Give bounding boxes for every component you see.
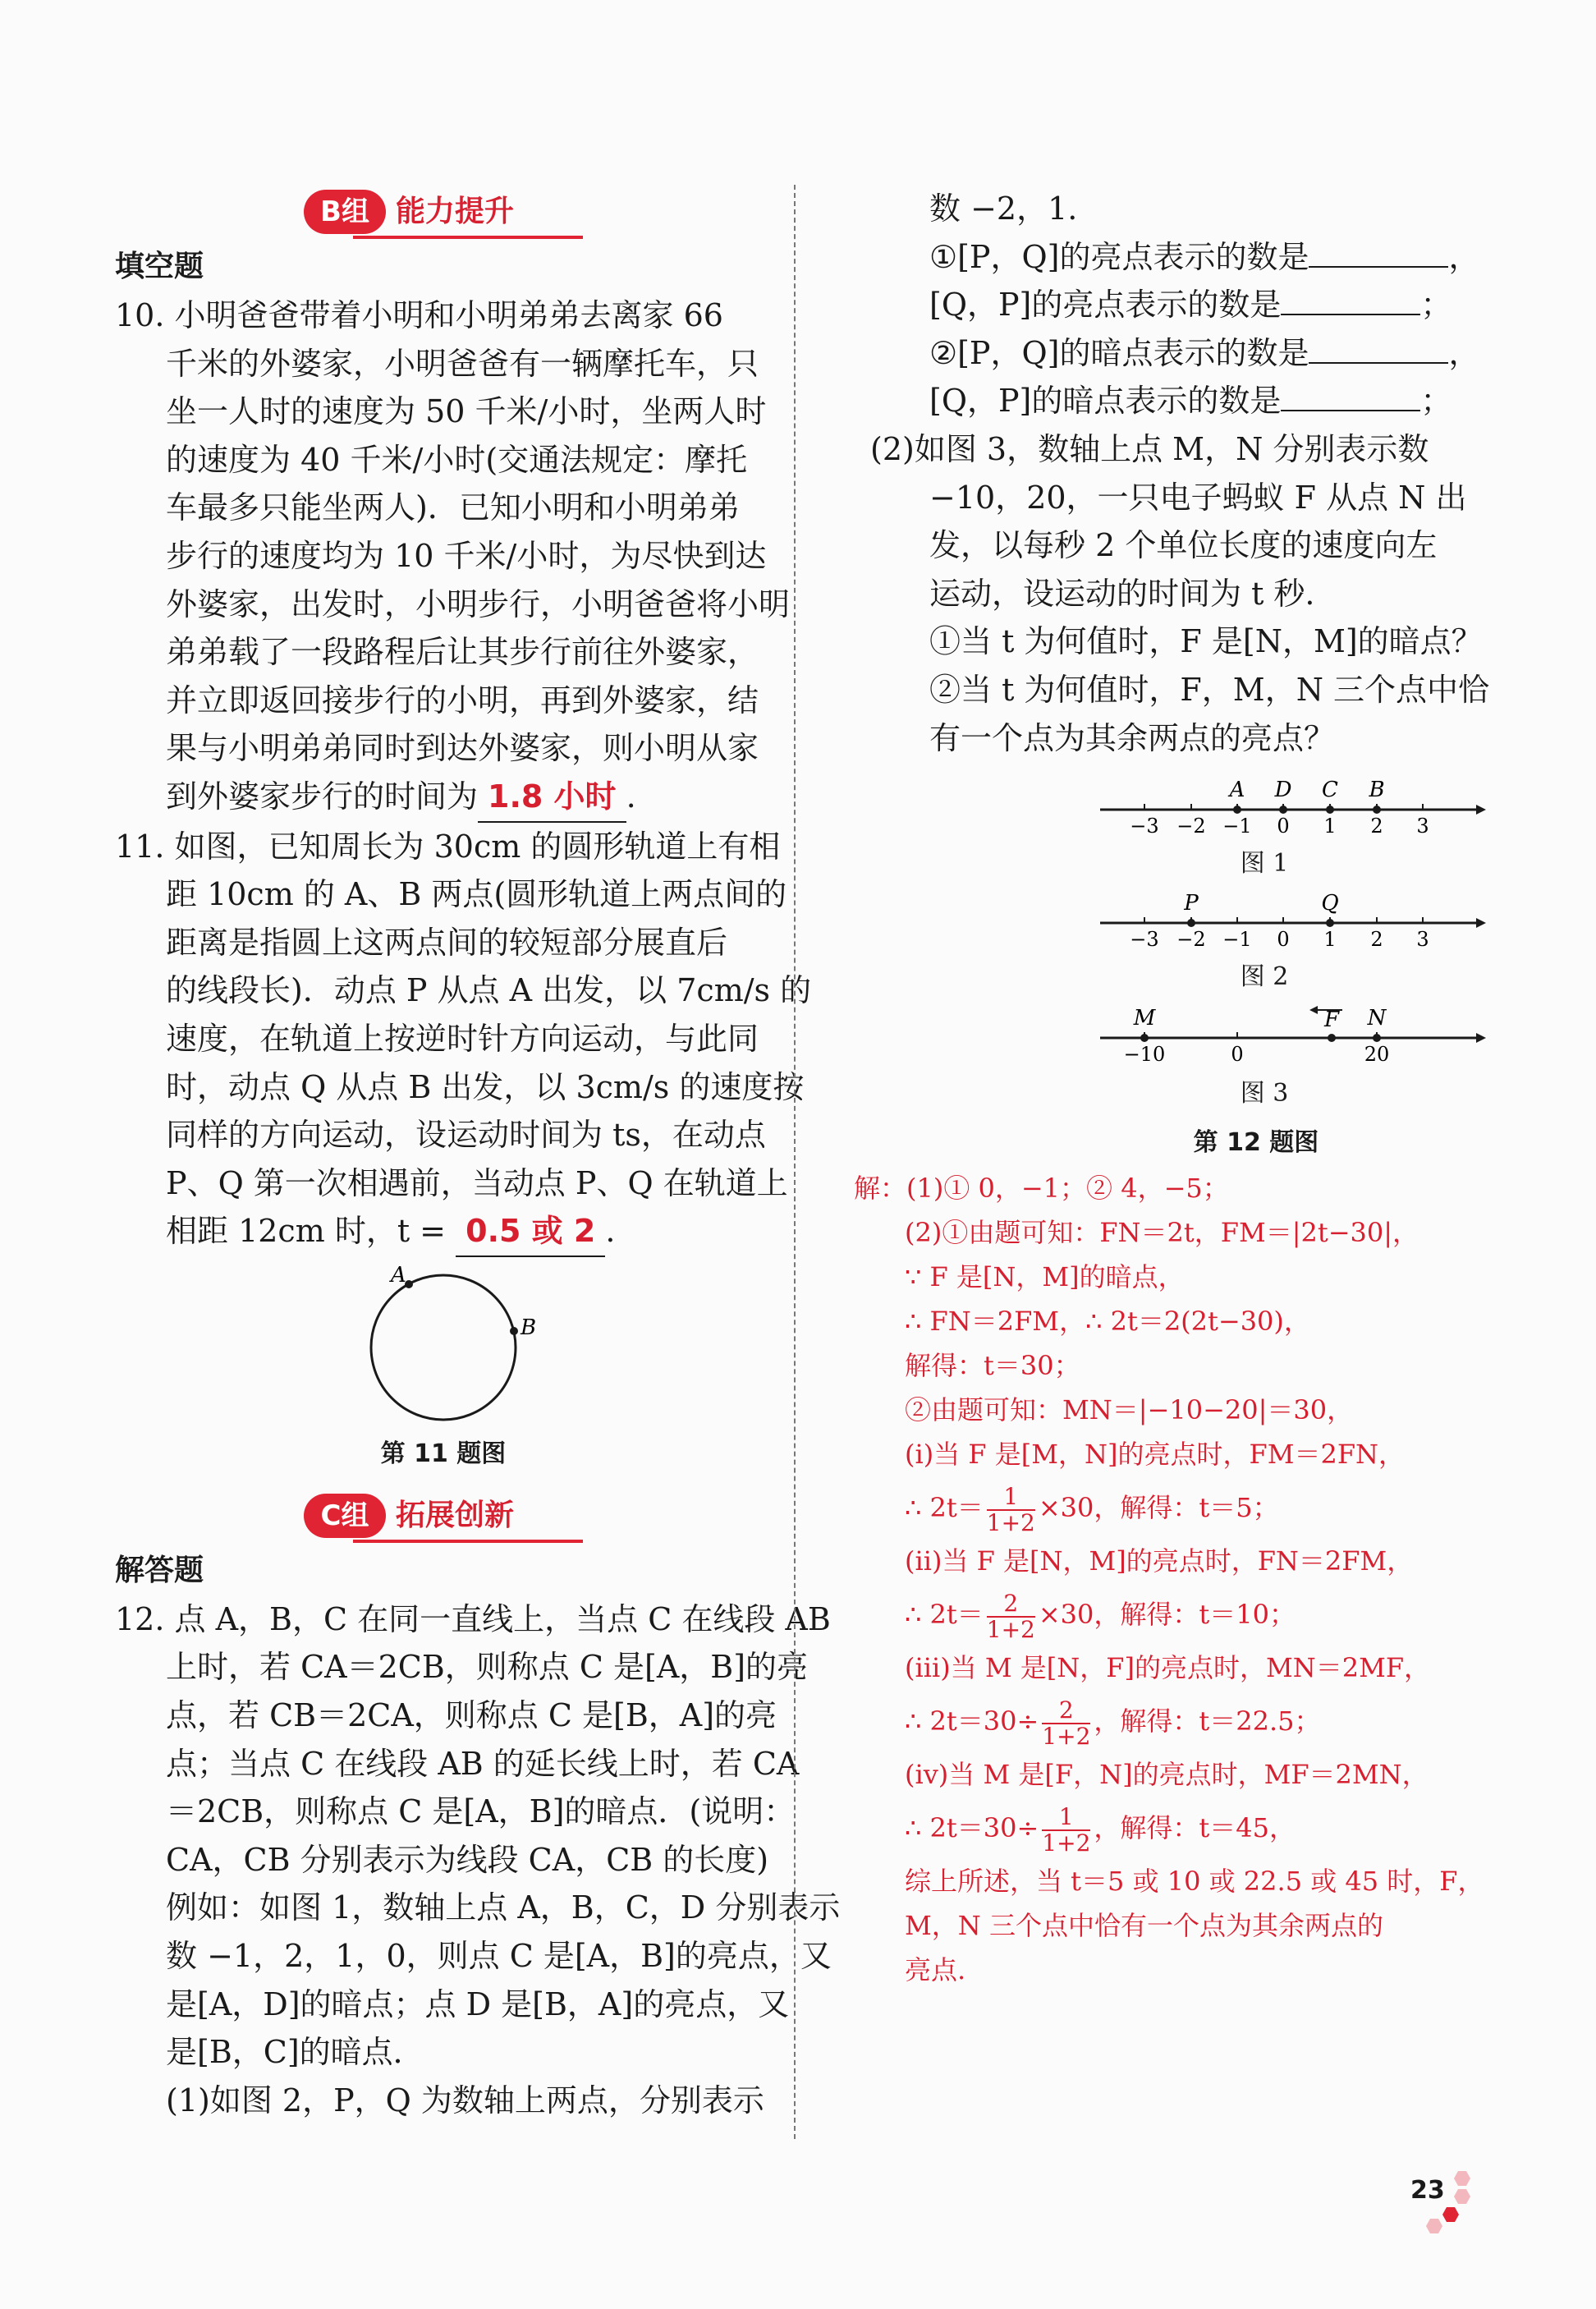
- fraction: [987, 1591, 1035, 1642]
- fig3-caption: 图 3: [1240, 1079, 1289, 1109]
- q11-answer-prefix: 相距 12cm 时，t =: [166, 1213, 447, 1250]
- q12-line: 数 −1，2，1，0，则点 C 是[A，B]的亮点，又: [166, 1938, 832, 1975]
- q11-line: 同样的方向运动，设运动时间为 ts，在动点: [166, 1117, 766, 1154]
- solution-text: ，解得：t＝22.5；: [1094, 1705, 1321, 1737]
- point-d-dot: [1279, 806, 1287, 814]
- q12-sub1-line: [870, 233, 1494, 282]
- point-f-dot: [1328, 1034, 1336, 1042]
- q11-line: 距 10cm 的 A、B 两点(圆形轨道上两点间的: [166, 876, 787, 913]
- point-label: F: [1323, 1008, 1340, 1033]
- q12-line: (1)如图 2，P，Q 为数轴上两点，分别表示: [166, 2082, 764, 2118]
- q10-line: 外婆家，出发时，小明步行，小明爸爸将小明: [166, 585, 791, 622]
- q11-line: 11. 如图，已知周长为 30cm 的圆形轨道上有相: [115, 828, 781, 865]
- q12-part2-line: 有一个点为其余两点的亮点？: [929, 719, 1336, 756]
- q10-line: 果与小明弟弟同时到达外婆家，则小明从家: [166, 730, 759, 767]
- tick-label: 0: [1277, 815, 1290, 835]
- page-number: 23: [1410, 2176, 1445, 2205]
- q10-line: 步行的速度均为 10 千米/小时，为尽快到达: [166, 537, 767, 574]
- number-line-3: [870, 1003, 1494, 1064]
- fraction: [986, 1482, 1035, 1536]
- q12-sub1-text: ①[P，Q]的亮点表示的数是: [929, 238, 1309, 275]
- answer-blank: [1281, 287, 1420, 315]
- fraction-denominator: 1+2: [1042, 1829, 1091, 1857]
- fraction: [1042, 1802, 1091, 1857]
- solution-line: 解得：t＝30；: [905, 1350, 1080, 1382]
- q12-sub1-end: ；: [1420, 383, 1452, 420]
- tick-label: 3: [1416, 928, 1429, 948]
- point-b-dot: [1373, 806, 1381, 814]
- tick-label: 2: [1370, 928, 1383, 948]
- tick-label: 2: [1370, 815, 1383, 835]
- q11-figure-caption: 第 11 题图: [380, 1439, 507, 1468]
- solution-line: (iii)当 M 是[N，F]的亮点时，MN＝2MF，: [905, 1652, 1431, 1684]
- tick-label: 1: [1323, 815, 1337, 835]
- q12-part2-line: ②当 t 为何值时，F，M，N 三个点中恰: [929, 671, 1490, 708]
- figure-1: [870, 777, 1494, 879]
- q12-line: 点；当点 C 在线段 AB 的延长线上时，若 CA: [166, 1745, 800, 1782]
- q12-sub1-line: [870, 281, 1494, 329]
- solution-line: ∴ FN＝2FM，∴ 2t＝2(2t−30)，: [905, 1306, 1310, 1338]
- tick-label: 20: [1364, 1043, 1390, 1065]
- q12-part2-line: ①当 t 为何值时，F 是[N，M]的暗点？: [929, 623, 1483, 660]
- circle-track-diagram: [320, 1265, 566, 1430]
- solution-line: M，N 三个点中恰有一个点为其余两点的: [905, 1910, 1383, 1942]
- point-label: A: [1229, 778, 1245, 803]
- tick-label: −10: [1123, 1043, 1166, 1065]
- fraction-numerator: 2: [987, 1591, 1035, 1618]
- group-c-title: 拓展创新: [396, 1498, 515, 1532]
- column-divider: [794, 185, 796, 2139]
- q12-line: ＝2CB，则称点 C 是[A，B]的暗点．(说明：: [166, 1793, 796, 1830]
- section-fill-heading: 填空题: [115, 250, 204, 283]
- q12-sub1-line: [870, 329, 1494, 378]
- q10-line: 的速度为 40 千米/小时(交通法规定：摩托: [166, 441, 748, 478]
- q10-answer: 1.8 小时: [478, 773, 626, 823]
- question-10: [115, 291, 791, 823]
- solution-text: ∴ 2t＝30÷: [905, 1812, 1039, 1844]
- fraction-numerator: 2: [1042, 1698, 1090, 1724]
- solution-text: ×30，解得：t＝5；: [1038, 1492, 1279, 1524]
- q12-part2-line: (2)如图 3，数轴上点 M，N 分别表示数: [870, 430, 1429, 467]
- point-label: M: [1133, 1006, 1156, 1031]
- solution-line: (ii)当 F 是[N，M]的亮点时，FN＝2FM，: [905, 1545, 1414, 1577]
- q12-line: 是[A，D]的暗点；点 D 是[B，A]的亮点，又: [166, 1985, 790, 2022]
- q10-answer-suffix: .: [626, 778, 636, 815]
- q11-line: 距离是指圆上这两点间的较短部分展直后: [166, 924, 728, 961]
- fraction-numerator: 1: [1042, 1805, 1090, 1831]
- fraction-numerator: 1: [987, 1485, 1035, 1511]
- q12-sub1-end: ；: [1420, 287, 1452, 324]
- point-b-dot: [510, 1327, 518, 1335]
- left-column: [115, 185, 841, 2124]
- point-b-label: B: [521, 1315, 537, 1340]
- solution-line: ∵ F 是[N，M]的暗点，: [905, 1261, 1185, 1293]
- q11-line: 时，动点 Q 从点 B 出发，以 3cm/s 的速度按: [166, 1068, 805, 1105]
- solution-line: 综上所述，当 t＝5 或 10 或 22.5 或 45 时，F，: [905, 1866, 1484, 1898]
- fraction-denominator: 1+2: [986, 1615, 1035, 1643]
- tick-label: −3: [1130, 928, 1159, 948]
- solution-text: ∴ 2t＝30÷: [905, 1705, 1039, 1737]
- q12-line: 12. 点 A，B，C 在同一直线上，当点 C 在线段 AB: [115, 1600, 831, 1637]
- q12-sub1-end: ，: [1448, 334, 1480, 371]
- point-q-dot: [1326, 919, 1334, 927]
- number-line-2: [870, 890, 1494, 948]
- fig1-caption: 图 1: [1240, 849, 1289, 879]
- group-c-badge: C组: [304, 1494, 386, 1538]
- figure-3: [870, 1003, 1494, 1109]
- q12-line: 是[B，C]的暗点．: [166, 2034, 424, 2071]
- q12-line: CA，CB 分别表示为线段 CA，CB 的长度): [166, 1841, 769, 1878]
- solution-text: ，解得：t＝45，: [1094, 1812, 1296, 1844]
- group-c-banner: [304, 1489, 583, 1546]
- q12-solution: [854, 1166, 1494, 1992]
- q12-part2-line: 运动，设运动的时间为 t 秒.: [929, 575, 1315, 612]
- q11-answer-suffix: .: [605, 1213, 616, 1250]
- tick-label: −2: [1176, 815, 1206, 835]
- tick-label: 3: [1416, 815, 1429, 835]
- q12-sub1-text: ②[P，Q]的暗点表示的数是: [929, 334, 1309, 371]
- solution-fraction-line: [854, 1476, 1494, 1539]
- group-b-badge: B组: [304, 190, 386, 234]
- tick-label: −3: [1130, 815, 1159, 835]
- figure-2: [870, 890, 1494, 992]
- q10-line: 车最多只能坐两人)．已知小明和小明弟弟: [166, 489, 740, 526]
- solution-text: ∴ 2t＝: [905, 1599, 984, 1631]
- solution-line: (iv)当 M 是[F，N]的亮点时，MF＝2MN，: [905, 1759, 1429, 1791]
- answer-blank: [1309, 336, 1448, 364]
- q10-answer-prefix: 到外婆家步行的时间为: [166, 778, 479, 815]
- q11-answer-line: [115, 1207, 772, 1257]
- tick-label: 1: [1323, 928, 1337, 948]
- tick-label: 0: [1277, 928, 1290, 948]
- q10-answer-line: [115, 773, 772, 823]
- q12-sub1-line: [870, 377, 1494, 425]
- q11-figure: [115, 1265, 772, 1469]
- question-11: [115, 823, 812, 1469]
- q11-answer: 0.5 或 2: [456, 1207, 605, 1257]
- point-label: C: [1322, 778, 1338, 803]
- solution-fraction-line: [854, 1690, 1494, 1752]
- q12-part2-line: −10，20，一只电子蚂蚁 F 从点 N 出: [929, 479, 1467, 516]
- solution-line: 解：(1)① 0，−1；② 4，−5；: [854, 1173, 1229, 1205]
- solution-line: 亮点.: [905, 1954, 966, 1986]
- q11-line: 的线段长)．动点 P 从点 A 出发，以 7cm/s 的: [166, 972, 812, 1009]
- q12-sub1-text: [Q，P]的暗点表示的数是: [929, 383, 1282, 420]
- right-column: [854, 185, 1494, 1992]
- solution-text: ∴ 2t＝: [905, 1492, 984, 1524]
- point-c-dot: [1326, 806, 1334, 814]
- solution-line: (2)①由题可知：FN＝2t，FM＝|2t−30|，: [905, 1217, 1419, 1249]
- group-b-banner: [304, 185, 583, 242]
- solution-line: ②由题可知：MN＝|−10−20|＝30，: [905, 1394, 1354, 1426]
- point-label: Q: [1321, 891, 1339, 916]
- q10-line: 10. 小明爸爸带着小明和小明弟弟去离家 66: [115, 297, 723, 333]
- tick-label: −1: [1222, 928, 1252, 948]
- point-p-dot: [1187, 919, 1195, 927]
- q11-line: 速度，在轨道上按逆时针方向运动，与此同: [166, 1020, 759, 1057]
- q12-line: 上时，若 CA＝2CB，则称点 C 是[A，B]的亮: [166, 1649, 809, 1686]
- point-n-dot: [1373, 1034, 1381, 1042]
- solution-fraction-line: [854, 1797, 1494, 1859]
- point-a-dot: [1233, 806, 1241, 814]
- question-12-left: [115, 1595, 841, 2125]
- answer-blank: [1309, 240, 1448, 268]
- q12-cont: 数 −2，1.: [929, 191, 1078, 227]
- q12-sub1-end: ，: [1448, 238, 1480, 275]
- group-b-underline: [353, 236, 583, 239]
- tick-label: −1: [1222, 815, 1252, 835]
- fraction-denominator: 1+2: [1042, 1722, 1091, 1750]
- solution-line: (i)当 F 是[M，N]的亮点时，FM＝2FN，: [905, 1439, 1406, 1471]
- fig12-caption: 第 12 题图: [1193, 1128, 1319, 1158]
- q10-line: 弟弟载了一段路程后让其步行前往外婆家，: [166, 634, 759, 671]
- fig2-caption: 图 2: [1240, 962, 1289, 992]
- answer-blank: [1281, 383, 1420, 411]
- point-label: D: [1274, 778, 1292, 803]
- group-b-title: 能力提升: [396, 195, 515, 228]
- circle-track: [371, 1275, 516, 1420]
- q10-line: 坐一人时的速度为 50 千米/小时，坐两人时: [166, 393, 767, 430]
- tick-label: 0: [1231, 1043, 1244, 1065]
- q12-part2-line: 发，以每秒 2 个单位长度的速度向左: [929, 527, 1438, 564]
- fraction-denominator: 1+2: [986, 1508, 1035, 1536]
- q12-sub1-text: [Q，P]的亮点表示的数是: [929, 287, 1282, 324]
- q11-line: P、Q 第一次相遇前，当动点 P、Q 在轨道上: [166, 1164, 788, 1201]
- q12-line: 点，若 CB＝2CA，则称点 C 是[B，A]的亮: [166, 1697, 777, 1734]
- point-a-label: A: [391, 1265, 406, 1288]
- q12-line: 例如：如图 1，数轴上点 A，B，C，D 分别表示: [166, 1889, 841, 1926]
- point-label: P: [1184, 891, 1199, 916]
- group-c-underline: [353, 1540, 583, 1543]
- point-m-dot: [1140, 1034, 1149, 1042]
- fraction: [1042, 1698, 1090, 1749]
- number-line-1: [870, 777, 1494, 834]
- solution-text: ×30，解得：t＝10；: [1038, 1599, 1296, 1631]
- q10-line: 千米的外婆家，小明爸爸有一辆摩托车，只: [166, 345, 759, 382]
- section-solve-heading: 解答题: [115, 1553, 204, 1587]
- solution-fraction-line: [854, 1583, 1494, 1646]
- point-label: B: [1369, 778, 1385, 803]
- q10-line: 并立即返回接步行的小明，再到外婆家，结: [166, 682, 759, 718]
- tick-label: −2: [1176, 928, 1206, 948]
- point-label: N: [1367, 1006, 1387, 1031]
